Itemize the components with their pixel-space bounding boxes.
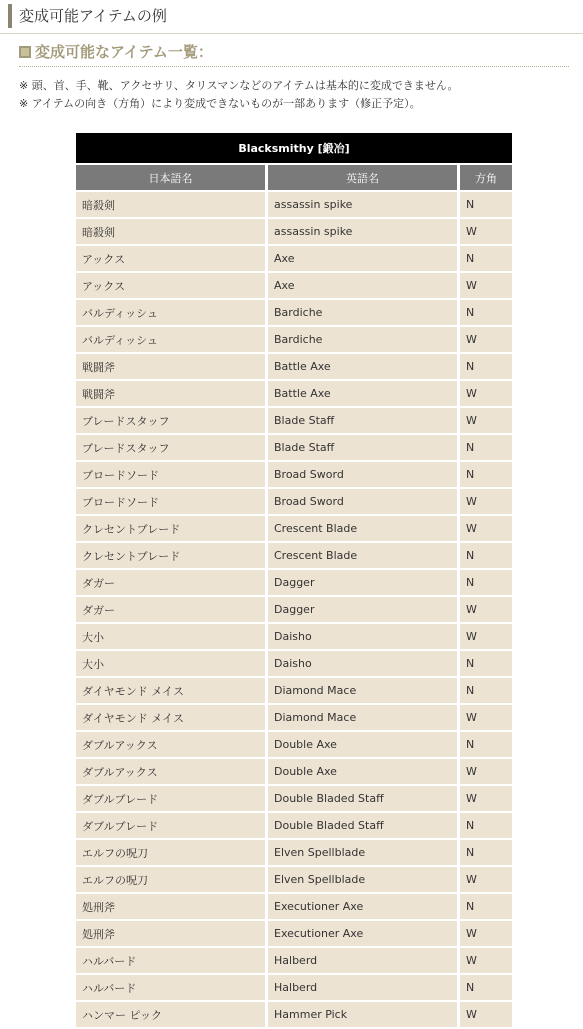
- direction-cell: N: [457, 678, 512, 705]
- page-title: 変成可能アイテムの例: [8, 4, 167, 28]
- section-heading: [19, 41, 213, 63]
- japanese-name-cell: 戦闘斧: [76, 381, 265, 408]
- table-row: [76, 570, 512, 597]
- direction-cell: W: [457, 327, 512, 354]
- english-name-cell: Double Bladed Staff: [265, 786, 457, 813]
- direction-cell: N: [457, 570, 512, 597]
- english-name-cell: Crescent Blade: [265, 516, 457, 543]
- table-row: [76, 273, 512, 300]
- column-header-direction: 方角: [457, 165, 512, 192]
- japanese-name-cell: ダガー: [76, 570, 265, 597]
- japanese-name-cell: 大小: [76, 651, 265, 678]
- direction-cell: N: [457, 840, 512, 867]
- column-header-japanese-name: 日本語名: [76, 165, 265, 192]
- table-row: [76, 732, 512, 759]
- english-name-cell: Dagger: [265, 597, 457, 624]
- table-row: [76, 354, 512, 381]
- english-name-cell: Axe: [265, 246, 457, 273]
- table-row: [76, 462, 512, 489]
- english-name-cell: Broad Sword: [265, 462, 457, 489]
- english-name-cell: Diamond Mace: [265, 705, 457, 732]
- japanese-name-cell: クレセントブレード: [76, 543, 265, 570]
- note-line: ※ 頭、首、手、靴、アクセサリ、タリスマンなどのアイテムは基本的に変成できません。: [19, 79, 459, 92]
- direction-cell: W: [457, 489, 512, 516]
- direction-cell: W: [457, 516, 512, 543]
- table-row: [76, 327, 512, 354]
- direction-cell: N: [457, 462, 512, 489]
- english-name-cell: Daisho: [265, 651, 457, 678]
- english-name-cell: Elven Spellblade: [265, 840, 457, 867]
- table-row: [76, 894, 512, 921]
- direction-cell: N: [457, 300, 512, 327]
- table-row: [76, 678, 512, 705]
- english-name-cell: Crescent Blade: [265, 543, 457, 570]
- direction-cell: W: [457, 219, 512, 246]
- japanese-name-cell: アックス: [76, 246, 265, 273]
- column-header-english-name: 英語名: [265, 165, 457, 192]
- table-row: [76, 948, 512, 975]
- japanese-name-cell: ダイヤモンド メイス: [76, 678, 265, 705]
- table-row: [76, 705, 512, 732]
- title-divider: [0, 33, 583, 34]
- direction-cell: N: [457, 975, 512, 1002]
- direction-cell: W: [457, 597, 512, 624]
- japanese-name-cell: 処刑斧: [76, 921, 265, 948]
- direction-cell: N: [457, 543, 512, 570]
- japanese-name-cell: ハルバード: [76, 975, 265, 1002]
- japanese-name-cell: バルディッシュ: [76, 300, 265, 327]
- table-body: [76, 192, 512, 1029]
- english-name-cell: Bardiche: [265, 300, 457, 327]
- direction-cell: N: [457, 354, 512, 381]
- direction-cell: W: [457, 948, 512, 975]
- direction-cell: W: [457, 759, 512, 786]
- notes: [19, 77, 569, 113]
- japanese-name-cell: ダガー: [76, 597, 265, 624]
- table-row: [76, 624, 512, 651]
- english-name-cell: Double Bladed Staff: [265, 813, 457, 840]
- table-row: [76, 921, 512, 948]
- japanese-name-cell: バルディッシュ: [76, 327, 265, 354]
- table-row: [76, 489, 512, 516]
- japanese-name-cell: ブレードスタッフ: [76, 435, 265, 462]
- japanese-name-cell: ダブルアックス: [76, 759, 265, 786]
- english-name-cell: Hammer Pick: [265, 1002, 457, 1029]
- japanese-name-cell: 処刑斧: [76, 894, 265, 921]
- english-name-cell: Bardiche: [265, 327, 457, 354]
- table-row: [76, 1002, 512, 1029]
- english-name-cell: Dagger: [265, 570, 457, 597]
- table-row: [76, 867, 512, 894]
- table-row: [76, 651, 512, 678]
- direction-cell: W: [457, 1002, 512, 1029]
- direction-cell: N: [457, 192, 512, 219]
- direction-cell: W: [457, 408, 512, 435]
- english-name-cell: Battle Axe: [265, 354, 457, 381]
- section-heading-text: 変成可能なアイテム一覧：: [35, 43, 213, 61]
- table-row: [76, 543, 512, 570]
- japanese-name-cell: ブレードスタッフ: [76, 408, 265, 435]
- english-name-cell: Executioner Axe: [265, 894, 457, 921]
- english-name-cell: Executioner Axe: [265, 921, 457, 948]
- direction-cell: N: [457, 813, 512, 840]
- table-row: [76, 246, 512, 273]
- table-row: [76, 381, 512, 408]
- english-name-cell: Elven Spellblade: [265, 867, 457, 894]
- japanese-name-cell: 暗殺剣: [76, 192, 265, 219]
- japanese-name-cell: 大小: [76, 624, 265, 651]
- direction-cell: N: [457, 651, 512, 678]
- table-row: [76, 759, 512, 786]
- english-name-cell: Halberd: [265, 975, 457, 1002]
- direction-cell: N: [457, 732, 512, 759]
- japanese-name-cell: クレセントブレード: [76, 516, 265, 543]
- direction-cell: N: [457, 435, 512, 462]
- direction-cell: W: [457, 381, 512, 408]
- japanese-name-cell: ハルバード: [76, 948, 265, 975]
- table-row: [76, 840, 512, 867]
- japanese-name-cell: エルフの呪刀: [76, 840, 265, 867]
- japanese-name-cell: エルフの呪刀: [76, 867, 265, 894]
- table-row: [76, 192, 512, 219]
- english-name-cell: assassin spike: [265, 192, 457, 219]
- table-row: [76, 408, 512, 435]
- table-row: [76, 219, 512, 246]
- japanese-name-cell: ダブルブレード: [76, 786, 265, 813]
- direction-cell: N: [457, 894, 512, 921]
- english-name-cell: Halberd: [265, 948, 457, 975]
- english-name-cell: Battle Axe: [265, 381, 457, 408]
- direction-cell: N: [457, 246, 512, 273]
- japanese-name-cell: ハンマー ピック: [76, 1002, 265, 1029]
- square-bullet-icon: [19, 46, 31, 58]
- japanese-name-cell: 暗殺剣: [76, 219, 265, 246]
- table-row: [76, 300, 512, 327]
- item-table: [76, 133, 512, 1029]
- table-row: [76, 597, 512, 624]
- direction-cell: W: [457, 867, 512, 894]
- direction-cell: W: [457, 705, 512, 732]
- japanese-name-cell: ブロードソード: [76, 489, 265, 516]
- english-name-cell: Broad Sword: [265, 489, 457, 516]
- note-line: ※ アイテムの向き（方角）により変成できないものが一部あります（修正予定）。: [19, 97, 421, 110]
- english-name-cell: Daisho: [265, 624, 457, 651]
- table-row: [76, 975, 512, 1002]
- table-row: [76, 435, 512, 462]
- direction-cell: W: [457, 273, 512, 300]
- japanese-name-cell: アックス: [76, 273, 265, 300]
- item-table-container: [76, 133, 512, 1029]
- japanese-name-cell: 戦闘斧: [76, 354, 265, 381]
- direction-cell: W: [457, 786, 512, 813]
- japanese-name-cell: ブロードソード: [76, 462, 265, 489]
- section-divider: [19, 66, 569, 67]
- english-name-cell: assassin spike: [265, 219, 457, 246]
- table-row: [76, 813, 512, 840]
- direction-cell: W: [457, 921, 512, 948]
- japanese-name-cell: ダイヤモンド メイス: [76, 705, 265, 732]
- english-name-cell: Blade Staff: [265, 408, 457, 435]
- english-name-cell: Axe: [265, 273, 457, 300]
- english-name-cell: Diamond Mace: [265, 678, 457, 705]
- english-name-cell: Double Axe: [265, 732, 457, 759]
- direction-cell: W: [457, 624, 512, 651]
- table-row: [76, 516, 512, 543]
- english-name-cell: Blade Staff: [265, 435, 457, 462]
- japanese-name-cell: ダブルブレード: [76, 813, 265, 840]
- table-row: [76, 786, 512, 813]
- japanese-name-cell: ダブルアックス: [76, 732, 265, 759]
- table-caption: Blacksmithy [鍛冶]: [76, 133, 512, 165]
- english-name-cell: Double Axe: [265, 759, 457, 786]
